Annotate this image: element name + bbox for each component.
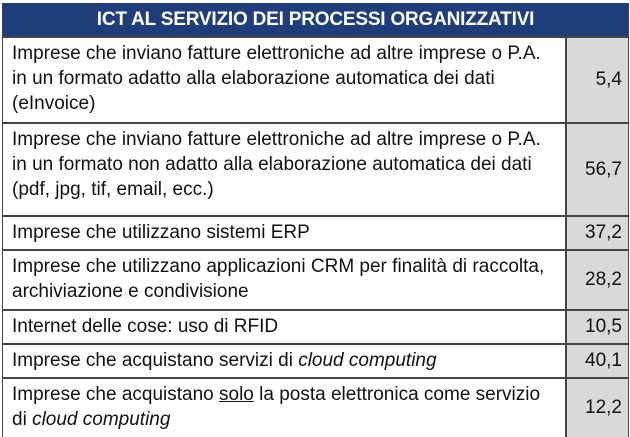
ict-table — [2, 3, 629, 437]
table-row — [3, 377, 628, 437]
row-label — [3, 311, 567, 343]
row-label-line: archiviazione e condivisione — [12, 281, 249, 302]
row-label-line — [12, 407, 559, 432]
row-label-text: Imprese che acquistano — [12, 384, 220, 405]
row-label-line: Imprese che utilizzano sistemi ERP — [12, 222, 310, 243]
row-value: 12,2 — [567, 379, 628, 437]
row-value: 10,5 — [567, 311, 628, 343]
table-row — [3, 343, 628, 377]
row-label — [3, 124, 567, 215]
row-value: 37,2 — [567, 217, 628, 249]
row-label — [3, 38, 567, 122]
row-label-line: (eInvoice) — [12, 93, 96, 114]
row-value: 56,7 — [567, 124, 628, 215]
row-label-italic: cloud computing — [298, 350, 437, 371]
table-row — [3, 122, 628, 215]
row-label — [3, 379, 567, 437]
row-label-italic: cloud computing — [32, 409, 171, 430]
row-label-underline: solo — [219, 384, 254, 405]
row-label-text: di — [12, 409, 33, 430]
row-label — [3, 251, 567, 309]
row-label-line: Imprese che inviano fatture elettroniche ad altre imprese o P.A. — [12, 129, 541, 150]
row-value: 5,4 — [567, 38, 628, 122]
row-label-line: Internet delle cose: uso di RFID — [12, 316, 279, 337]
row-label-line: Imprese che inviano fatture elettroniche ad altre imprese o P.A. — [12, 43, 541, 64]
table-row — [3, 309, 628, 343]
row-label-line — [12, 382, 559, 407]
table-title: ICT AL SERVIZIO DEI PROCESSI ORGANIZZATIVI — [3, 3, 628, 36]
row-label-text: la posta elettronica come servizio — [253, 384, 541, 405]
row-label-line: (pdf, jpg, tif, email, ecc.) — [12, 179, 214, 200]
row-value: 28,2 — [567, 251, 628, 309]
row-label-line: in un formato non adatto alla elaborazione automatica dei dati — [12, 154, 532, 175]
row-label — [3, 217, 567, 249]
row-label-line: Imprese che utilizzano applicazioni CRM per finalità di raccolta, — [12, 256, 545, 277]
table-row — [3, 215, 628, 249]
table-row — [3, 36, 628, 122]
table-row — [3, 249, 628, 309]
row-label-line: in un formato adatto alla elaborazione automatica dei dati — [12, 68, 495, 89]
row-label-text: Imprese che acquistano servizi di — [12, 350, 299, 371]
row-label — [3, 345, 567, 377]
row-value: 40,1 — [567, 345, 628, 377]
